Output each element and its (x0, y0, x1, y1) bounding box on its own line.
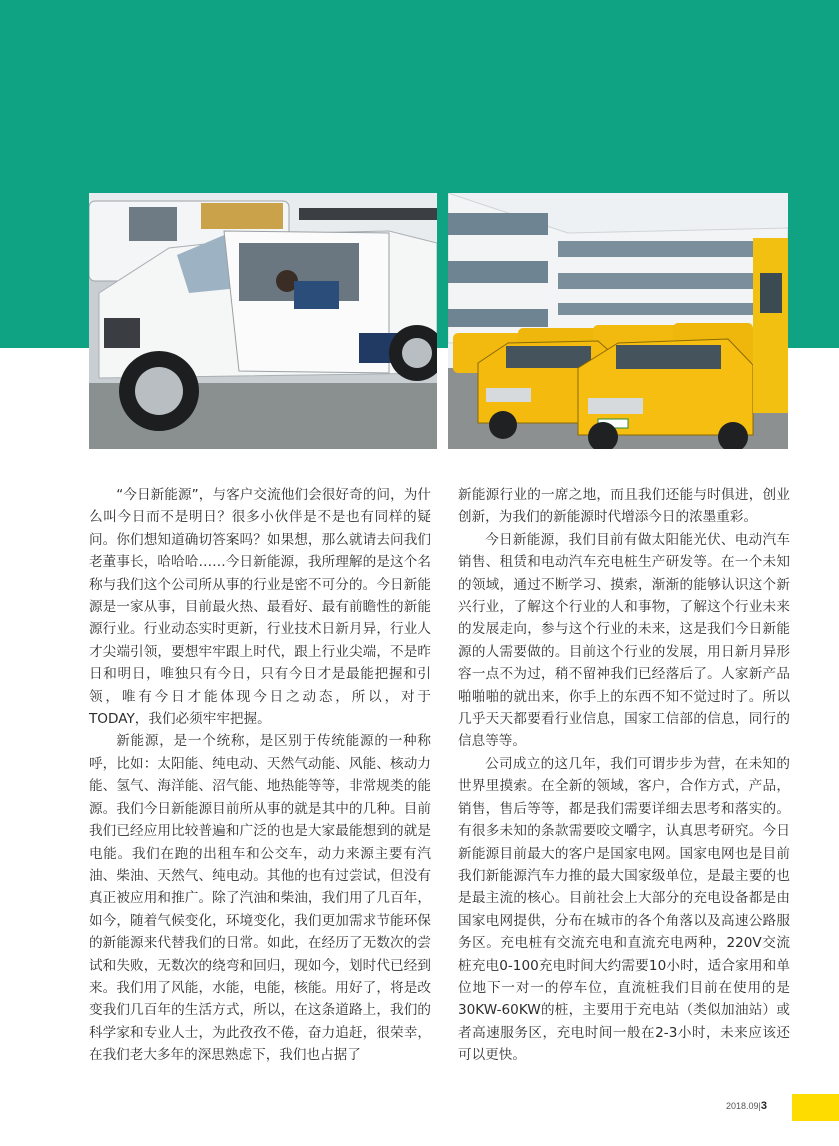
article-paragraph: 新能源，是一个统称，是区别于传统能源的一种称呼，比如：太阳能、纯电动、天然气动能、风能、核动力能、氢气、海洋能、沼气能、地热能等等，非常规类的能源。我们今日新能源目前所从事的就是其中的几种。目前我们已经应用比较普遍和广泛的也是大家最能想到的就是电能。我们在跑的出租车和公交车，动力来源主要有汽油、柴油、天然气、纯电动。其他的也有过尝试，但没有真正被应用和推广。除了汽油和柴油，我们用了几百年，如今，随着气候变化，环境变化，我们更加需求节能环保的新能源来代替我们的日常。如此，在经历了无数次的尝试和失败，无数次的绕弯和回归，现如今，划时代已经到来。我们用了风能，水能，电能，核能。用好了，将是改变我们几百年的生活方式，所以，在这条道路上，我们的科学家和专业人士，为此孜孜不倦，奋力追赶，很荣幸，在我们老大多年的深思熟虑下，我们也占据了 (89, 733, 431, 1064)
yellow-fleet-illustration (448, 193, 788, 449)
footer-separator: | (758, 1101, 761, 1111)
page-number: 3 (760, 1100, 767, 1112)
issue-date: 2018.09 (725, 1101, 759, 1111)
article-right-column (458, 484, 790, 1067)
yellow-fleet-photo (448, 193, 788, 449)
article-paragraph-continued: 新能源行业的一席之地，而且我们还能与时俱进，创业创新，为我们的新能源时代增添今日的浓墨重彩。 (458, 487, 790, 526)
white-pickup-illustration (89, 193, 437, 449)
white-pickup-photo (89, 193, 437, 449)
article-paragraph: 今日新能源，我们目前有做太阳能光伏、电动汽车销售、租赁和电动汽车充电桩生产研发等。在一个未知的领域，通过不断学习、摸索，渐渐的能够认识这个新兴行业，了解这个行业的人和事物，了解这个行业未来的发展走向，参与这个行业的未来，这是我们今日新能源的人需要做的。目前这个行业的发展，用日新月异形容一点不为过，稍不留神我们已经落后了。人家新产品啪啪啪的就出来，你手上的东西不知不觉过时了。所以几乎天天都要看行业信息，国家工信部的信息，同行的信息等等。 (458, 531, 790, 750)
page-edge-tab (792, 1094, 839, 1121)
article-paragraph: “今日新能源”，与客户交流他们会很好奇的问，为什么叫今日而不是明日？很多小伙伴是不是也有同样的疑问。你们想知道确切答案吗？如果想，那么就请去问我们老董事长，哈哈哈……今日新能源，我所理解的是这个名称与我们这个公司所从事的行业是密不可分的。今日新能源是一家从事，目前最火热、最看好、最有前瞻性的新能源行业。行业动态实时更新，行业技术日新月异，行业人才尖端引领，要想牢牢跟上时代，跟上行业尖端，不是昨日和明日，唯独只有今日，只有今日才是最能把握和引领，唯有今日才能体现今日之动态，所以，对于TODAY，我们必须牢牢把握。 (89, 487, 431, 728)
page-footer (726, 1100, 767, 1112)
article-paragraph: 公司成立的这几年，我们可谓步步为营，在未知的世界里摸索。在全新的领域，客户，合作方式，产品，销售，售后等等，都是我们需要详细去思考和落实的。有很多未知的条款需要咬文嚼字，认真思考研究。今日新能源目前最大的客户是国家电网。国家电网也是目前我们新能源汽车力推的最大国家级单位，是最主要的也是最主流的核心。目前社会上大部分的充电设备都是由国家电网提供，分布在城市的各个角落以及高速公路服务区。充电桩有交流充电和直流充电两种，220V交流桩充电0-100充电时间大约需要10小时，适合家用和单位地下一对一的停车位，直流桩我们目前在使用的是30KW-60KW的桩，主要用于充电站（类似加油站）或者高速服务区，充电时间一般在2-3小时，未来应该还可以更快。 (458, 755, 790, 1064)
article-left-column (89, 484, 431, 1067)
